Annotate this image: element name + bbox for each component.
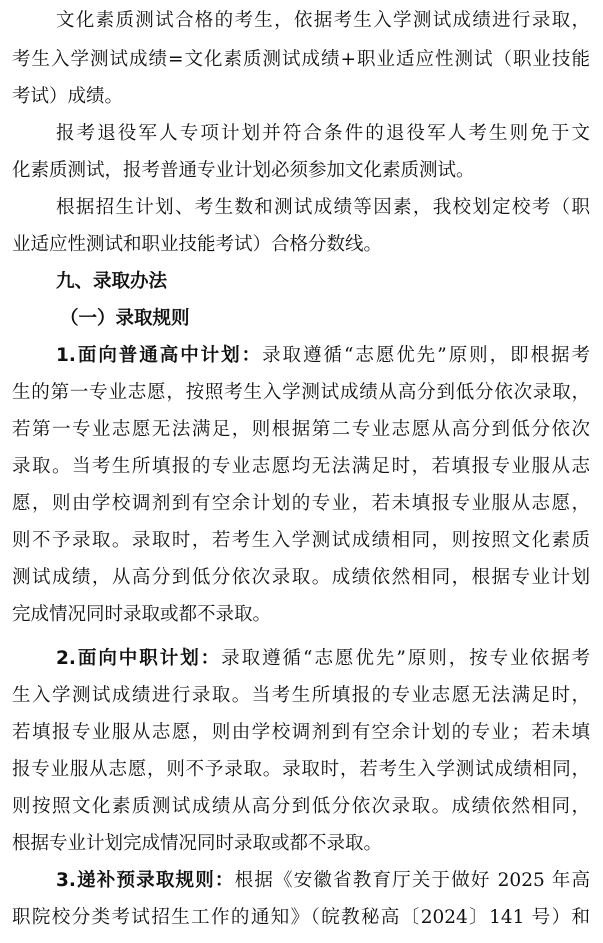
rule-1-text: 录取遵循“志愿优先”原则，即根据考: [262, 345, 591, 366]
rule-3-label: 3.递补预录取规则：: [56, 870, 235, 891]
paragraph-line: 则不予录取。录取时，若考生入学测试成绩相同，则按照文化素质: [12, 530, 590, 551]
subsection-heading: （一）录取规则: [60, 308, 190, 329]
paragraph-line: 愿，则由学校调剂到有空余计划的专业，若未填报专业服从志愿，: [12, 493, 590, 514]
paragraph-line: 录取。当考生所填报的专业志愿均无法满足时，若填报专业服从志: [12, 456, 590, 477]
paragraph-line: 生的第一专业志愿，按照考生入学测试成绩从高分到低分依次录取，: [12, 382, 590, 403]
paragraph-line: 根据招生计划、考生数和测试成绩等因素，我校划定校考（职: [56, 197, 590, 218]
paragraph-line: 考试）成绩。: [12, 86, 124, 107]
paragraph-line: 报专业服从志愿，则不予录取。录取时，若考生入学测试成绩相同，: [12, 759, 590, 780]
paragraph-line: 根据专业计划完成情况同时录取或都不录取。: [12, 833, 383, 854]
rule-2-label: 2.面向中职计划：: [56, 648, 222, 669]
paragraph-line: 考生入学测试成绩=文化素质测试成绩+职业适应性测试（职业技能: [12, 49, 590, 70]
paragraph-line: 业适应性测试和职业技能考试）合格分数线。: [12, 234, 383, 255]
rule-1-first-line: [56, 340, 590, 372]
paragraph-line: 则按照文化素质测试成绩从高分到低分依次录取。成绩依然相同，: [12, 796, 590, 817]
paragraph-line: 化素质测试，报考普通专业计划必须参加文化素质测试。: [12, 160, 475, 181]
rule-3-first-line: [56, 865, 590, 897]
paragraph-line: 报考退役军人专项计划并符合条件的退役军人考生则免于文: [56, 123, 590, 144]
rule-1-label: 1.面向普通高中计划：: [56, 345, 263, 366]
rule-2-text: 录取遵循“志愿优先”原则，按专业依据考: [221, 648, 591, 669]
paragraph-line: 生入学测试成绩进行录取。当考生所填报的专业志愿无法满足时，: [12, 685, 590, 706]
rule-2-first-line: [56, 643, 590, 675]
paragraph-line: 若第一专业志愿无法满足，则根据第二专业志愿从高分到低分依次: [12, 419, 590, 440]
paragraph-line: 文化素质测试合格的考生，依据考生入学测试成绩进行录取，: [56, 10, 590, 31]
section-heading: 九、录取办法: [56, 271, 168, 292]
paragraph-line: 测试成绩，从高分到低分依次录取。成绩依然相同，根据专业计划: [12, 567, 590, 588]
paragraph-line: 完成情况同时录取或都不录取。: [12, 604, 272, 625]
paragraph-line: 若填报专业服从志愿，则由学校调剂到有空余计划的专业；若未填: [12, 722, 590, 743]
rule-3-text: 根据《安徽省教育厅关于做好 2025 年高: [234, 870, 591, 891]
paragraph-line: 职院校分类考试招生工作的通知》（皖教秘高〔2024〕141 号）和: [12, 907, 590, 928]
